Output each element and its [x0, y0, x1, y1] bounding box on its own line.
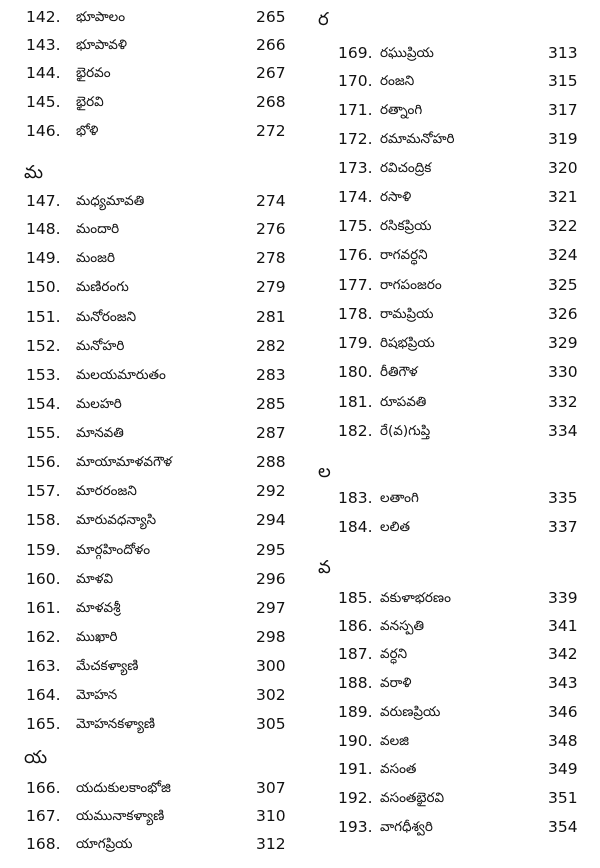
section-letter-heading: మ — [24, 162, 44, 183]
index-entry — [300, 785, 600, 811]
page-number: 346 — [548, 703, 578, 721]
raga-name: వరుణప్రియ — [380, 704, 441, 720]
page-number: 325 — [548, 276, 578, 294]
page-number: 297 — [256, 599, 286, 617]
entry-number: 169. — [338, 44, 373, 62]
index-entry — [0, 478, 300, 504]
raga-name: రాగవర్ధని — [380, 247, 428, 263]
raga-name: రసాళి — [380, 189, 412, 205]
entry-number: 181. — [338, 393, 373, 411]
raga-name: మారువధన్యాసి — [76, 512, 157, 528]
page-number: 292 — [256, 482, 286, 500]
index-entry — [0, 624, 300, 650]
raga-name: మనోరంజని — [76, 309, 137, 325]
entry-number: 192. — [338, 789, 373, 807]
index-entry — [0, 188, 300, 214]
entry-number: 185. — [338, 589, 373, 607]
index-entry — [0, 775, 300, 801]
entry-number: 147. — [26, 192, 61, 210]
raga-name: యాగప్రియ — [76, 836, 133, 852]
page-number: 334 — [548, 422, 578, 440]
entry-number: 158. — [26, 511, 61, 529]
index-entry — [0, 420, 300, 446]
page-number: 296 — [256, 570, 286, 588]
entry-number: 173. — [338, 159, 373, 177]
page-number: 337 — [548, 518, 578, 536]
page-number: 302 — [256, 686, 286, 704]
raga-name: ముఖారి — [76, 629, 118, 645]
raga-name: యదుకులకాంభోజి — [76, 780, 171, 796]
raga-name: భైరవి — [76, 94, 104, 110]
entry-number: 178. — [338, 305, 373, 323]
raga-name: వర్ధని — [380, 646, 408, 662]
page-number: 313 — [548, 44, 578, 62]
raga-name: మధ్యమావతి — [76, 193, 145, 209]
page-number: 312 — [256, 835, 286, 853]
page-number: 319 — [548, 130, 578, 148]
index-entry — [0, 566, 300, 592]
page-number: 341 — [548, 617, 578, 635]
page-number: 281 — [256, 308, 286, 326]
entry-number: 145. — [26, 93, 61, 111]
entry-number: 188. — [338, 674, 373, 692]
entry-number: 148. — [26, 220, 61, 238]
index-entry — [300, 155, 600, 181]
page-number: 315 — [548, 72, 578, 90]
entry-number: 167. — [26, 807, 61, 825]
page-number: 283 — [256, 366, 286, 384]
entry-number: 189. — [338, 703, 373, 721]
entry-number: 183. — [338, 489, 373, 507]
raga-name: వరాళి — [380, 675, 412, 691]
raga-name: మనోహరి — [76, 338, 125, 354]
section-letter-heading: ల — [318, 461, 331, 482]
index-entry — [0, 333, 300, 359]
entry-number: 153. — [26, 366, 61, 384]
entry-number: 142. — [26, 8, 61, 26]
entry-number: 143. — [26, 36, 61, 54]
page-number: 349 — [548, 760, 578, 778]
entry-number: 166. — [26, 779, 61, 797]
index-entry — [0, 449, 300, 475]
raga-name: రత్నాంగి — [380, 102, 423, 118]
raga-name: వసంతభైరవి — [380, 790, 445, 806]
index-entry — [300, 699, 600, 725]
entry-number: 152. — [26, 337, 61, 355]
entry-number: 162. — [26, 628, 61, 646]
raga-name: రాగపంజరం — [380, 277, 442, 293]
page-number: 326 — [548, 305, 578, 323]
raga-name: భైరవం — [76, 65, 111, 81]
index-entry — [0, 118, 300, 144]
page-number: 285 — [256, 395, 286, 413]
index-entry — [300, 514, 600, 540]
index-entry — [300, 359, 600, 385]
index-entry — [0, 304, 300, 330]
page-number: 267 — [256, 64, 286, 82]
page-number: 266 — [256, 36, 286, 54]
raga-name: లలిత — [380, 519, 410, 535]
entry-number: 170. — [338, 72, 373, 90]
index-entry — [300, 641, 600, 667]
page-number: 320 — [548, 159, 578, 177]
index-entry — [300, 40, 600, 66]
index-entry — [0, 682, 300, 708]
raga-name: మణిరంగు — [76, 279, 129, 295]
page-number: 294 — [256, 511, 286, 529]
index-entry — [300, 756, 600, 782]
raga-name: మోహన — [76, 687, 118, 703]
index-entry — [300, 389, 600, 415]
raga-name: రిషభప్రియ — [380, 335, 435, 351]
raga-name: మంజరి — [76, 250, 116, 266]
raga-name: మేచకళ్యాణి — [76, 658, 139, 674]
page-number: 276 — [256, 220, 286, 238]
raga-name: మలయమారుతం — [76, 367, 166, 383]
page-number: 321 — [548, 188, 578, 206]
index-entry — [0, 274, 300, 300]
raga-name: మోహనకళ్యాణి — [76, 716, 156, 732]
page-number: 343 — [548, 674, 578, 692]
index-entry — [300, 213, 600, 239]
index-entry — [300, 670, 600, 696]
index-entry — [0, 507, 300, 533]
index-entry — [300, 585, 600, 611]
index-entry — [300, 330, 600, 356]
raga-name: భోళి — [76, 123, 99, 139]
raga-name: మారరంజని — [76, 483, 137, 499]
index-entry — [300, 272, 600, 298]
page-number: 329 — [548, 334, 578, 352]
index-entry — [0, 653, 300, 679]
raga-name: వనస్పతి — [380, 618, 424, 634]
raga-name: రామప్రియ — [380, 306, 434, 322]
page-number: 351 — [548, 789, 578, 807]
raga-name: యమునాకళ్యాణి — [76, 808, 165, 824]
raga-name: రంజని — [380, 73, 415, 89]
entry-number: 168. — [26, 835, 61, 853]
entry-number: 171. — [338, 101, 373, 119]
page-number: 322 — [548, 217, 578, 235]
raga-name: రూపవతి — [380, 394, 427, 410]
entry-number: 165. — [26, 715, 61, 733]
page-number: 279 — [256, 278, 286, 296]
index-entry — [300, 68, 600, 94]
index-entry — [0, 245, 300, 271]
index-entry — [0, 595, 300, 621]
raga-name: మందారి — [76, 221, 120, 237]
page-number: 288 — [256, 453, 286, 471]
raga-name: మాళవి — [76, 571, 114, 587]
entry-number: 186. — [338, 617, 373, 635]
index-entry — [300, 485, 600, 511]
entry-number: 150. — [26, 278, 61, 296]
entry-number: 163. — [26, 657, 61, 675]
entry-number: 156. — [26, 453, 61, 471]
page-number: 342 — [548, 645, 578, 663]
section-letter-heading: ర — [318, 9, 329, 30]
page-number: 287 — [256, 424, 286, 442]
page-number: 274 — [256, 192, 286, 210]
index-entry — [300, 301, 600, 327]
section-letter-heading: య — [24, 747, 48, 768]
entry-number: 187. — [338, 645, 373, 663]
entry-number: 144. — [26, 64, 61, 82]
index-entry — [0, 32, 300, 58]
entry-number: 193. — [338, 818, 373, 836]
raga-name: రవిచంద్రిక — [380, 160, 432, 176]
index-entry — [300, 126, 600, 152]
raga-name: మాయామాళవగౌళ — [76, 454, 173, 470]
page-number: 332 — [548, 393, 578, 411]
index-entry — [0, 89, 300, 115]
section-letter-heading: వ — [318, 557, 331, 578]
page-number: 330 — [548, 363, 578, 381]
index-entry — [0, 831, 300, 857]
page-number: 268 — [256, 93, 286, 111]
entry-number: 177. — [338, 276, 373, 294]
raga-name: రీతిగౌళ — [380, 364, 418, 380]
page-number: 298 — [256, 628, 286, 646]
page-number: 295 — [256, 541, 286, 559]
raga-name: రే(వ)గుప్తి — [380, 423, 431, 439]
entry-number: 191. — [338, 760, 373, 778]
index-entry — [300, 97, 600, 123]
raga-name: వలజి — [380, 733, 410, 749]
page-number: 272 — [256, 122, 286, 140]
raga-name: భూపాలం — [76, 9, 126, 25]
index-entry — [0, 216, 300, 242]
entry-number: 176. — [338, 246, 373, 264]
entry-number: 154. — [26, 395, 61, 413]
index-entry — [0, 60, 300, 86]
raga-name: వాగధీశ్వరి — [380, 819, 433, 835]
page-number: 324 — [548, 246, 578, 264]
index-entry — [300, 613, 600, 639]
entry-number: 164. — [26, 686, 61, 704]
index-entry — [300, 728, 600, 754]
page-number: 354 — [548, 818, 578, 836]
entry-number: 184. — [338, 518, 373, 536]
raga-name: మానవతి — [76, 425, 124, 441]
entry-number: 182. — [338, 422, 373, 440]
index-entry — [0, 803, 300, 829]
raga-name: మలహరి — [76, 396, 122, 412]
raga-name: మార్గహిందోళం — [76, 542, 151, 558]
index-entry — [0, 711, 300, 737]
entry-number: 174. — [338, 188, 373, 206]
entry-number: 172. — [338, 130, 373, 148]
entry-number: 146. — [26, 122, 61, 140]
index-entry — [300, 184, 600, 210]
raga-name: రఘుప్రియ — [380, 45, 434, 61]
index-entry — [0, 391, 300, 417]
page-number: 348 — [548, 732, 578, 750]
page-number: 278 — [256, 249, 286, 267]
page-number: 307 — [256, 779, 286, 797]
page-number: 265 — [256, 8, 286, 26]
index-entry — [0, 362, 300, 388]
raga-name: రసికప్రియ — [380, 218, 432, 234]
entry-number: 157. — [26, 482, 61, 500]
index-entry — [0, 4, 300, 30]
raga-name: వసంత — [380, 761, 417, 777]
entry-number: 160. — [26, 570, 61, 588]
entry-number: 151. — [26, 308, 61, 326]
page-number: 282 — [256, 337, 286, 355]
index-entry — [0, 537, 300, 563]
raga-name: వకుళాభరణం — [380, 590, 451, 606]
page-number: 317 — [548, 101, 578, 119]
index-entry — [300, 814, 600, 840]
index-entry — [300, 418, 600, 444]
entry-number: 180. — [338, 363, 373, 381]
entry-number: 190. — [338, 732, 373, 750]
page-number: 339 — [548, 589, 578, 607]
page-number: 335 — [548, 489, 578, 507]
raga-name: మాళవశ్రీ — [76, 600, 121, 616]
entry-number: 175. — [338, 217, 373, 235]
page-number: 305 — [256, 715, 286, 733]
page-number: 310 — [256, 807, 286, 825]
index-entry — [300, 242, 600, 268]
raga-name: భూపావళి — [76, 37, 127, 53]
page-number: 300 — [256, 657, 286, 675]
entry-number: 159. — [26, 541, 61, 559]
raga-name: రమామనోహరి — [380, 131, 455, 147]
entry-number: 149. — [26, 249, 61, 267]
entry-number: 155. — [26, 424, 61, 442]
raga-name: లతాంగి — [380, 490, 419, 506]
entry-number: 179. — [338, 334, 373, 352]
entry-number: 161. — [26, 599, 61, 617]
